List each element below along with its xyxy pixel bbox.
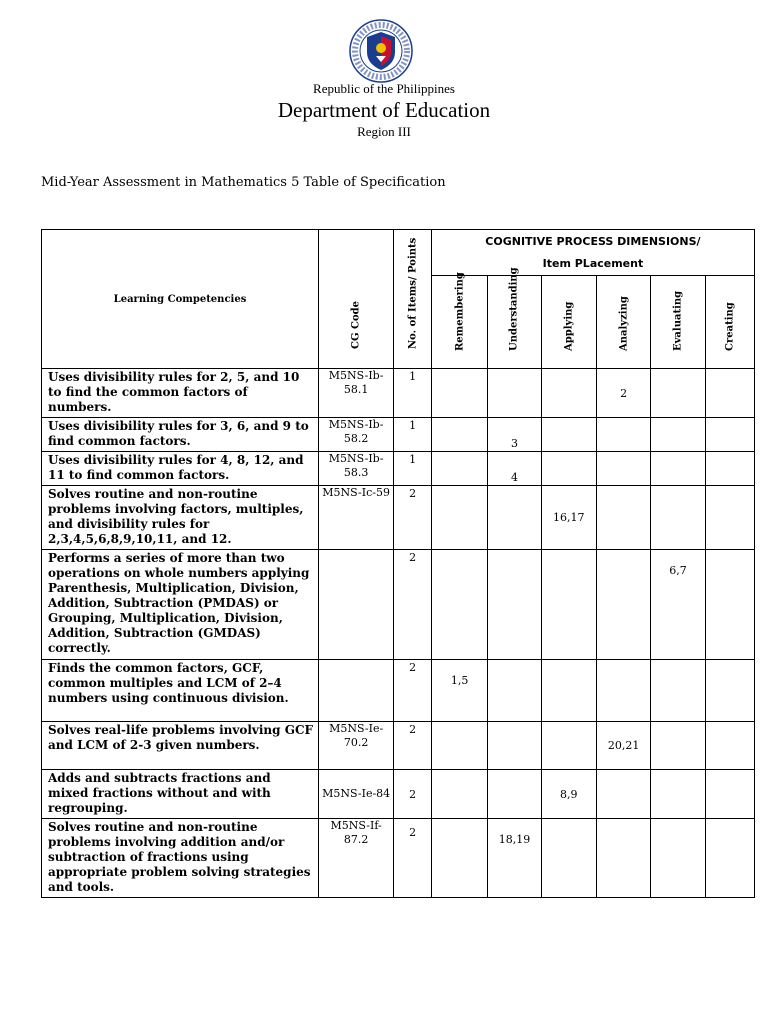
- remembering-cell: [431, 819, 487, 898]
- table-row: [42, 722, 755, 770]
- header-applying-label: Applying: [563, 301, 575, 351]
- analyzing-cell: [597, 550, 651, 660]
- creating-cell: [705, 369, 754, 418]
- points-cell: 1: [394, 452, 432, 486]
- header-cg-code: [319, 230, 394, 369]
- header-remembering: [431, 272, 487, 369]
- applying-cell: [541, 819, 596, 898]
- applying-cell: [541, 660, 596, 722]
- evaluating-cell: [651, 452, 705, 486]
- header-creating: [705, 276, 754, 369]
- header-cpd-line1: COGNITIVE PROCESS DIMENSIONS/: [485, 234, 701, 248]
- creating-cell: [705, 722, 754, 770]
- understanding-cell: [488, 722, 541, 770]
- understanding-cell: [488, 660, 541, 722]
- remembering-cell: [431, 550, 487, 660]
- cg-code-cell: [319, 550, 394, 660]
- header-items-points-label: No. of Items/ Points: [407, 237, 419, 349]
- cg-code-cell: M5NS-Ie-84: [319, 770, 394, 819]
- table-row: [42, 369, 755, 418]
- header-items-points: [394, 230, 432, 369]
- points-cell: 2: [394, 486, 432, 550]
- understanding-cell: 4: [488, 452, 541, 486]
- analyzing-cell: 2: [597, 369, 651, 418]
- applying-cell: [541, 550, 596, 660]
- header-analyzing: [597, 276, 651, 369]
- cg-code-cell: M5NS-Ib-58.3: [319, 452, 394, 486]
- cg-code-cell: M5NS-If-87.2: [319, 819, 394, 898]
- remembering-cell: [431, 452, 487, 486]
- cg-code-cell: [319, 660, 394, 722]
- header-creating-label: Creating: [724, 302, 736, 351]
- points-cell: 1: [394, 418, 432, 452]
- header-evaluating: [651, 276, 705, 369]
- header-understanding: [488, 267, 541, 369]
- evaluating-cell: [651, 486, 705, 550]
- competency-cell: Performs a series of more than two operations on whole numbers applying Parenthesis, Multiplication, Division, Addition, Subtraction (PMDAS) or Grouping, Multiplication, Division, Addition, Subtraction (GMDAS) correctly.: [42, 550, 319, 660]
- department-title: Department of Education: [277, 98, 491, 122]
- competency-cell: Solves routine and non-routine problems involving factors, multiples, and divisibility rules for 2,3,4,5,6,8,9,10,11, and 12.: [42, 486, 319, 550]
- table-row: [42, 418, 755, 452]
- evaluating-cell: [651, 369, 705, 418]
- applying-cell: 8,9: [541, 770, 596, 819]
- points-cell: 2: [394, 770, 432, 819]
- points-cell: 2: [394, 819, 432, 898]
- document-title: Mid-Year Assessment in Mathematics 5 Table of Specification: [41, 175, 446, 190]
- competency-cell: Solves routine and non-routine problems involving addition and/or subtraction of fractions using appropriate problem solving strategies and tools.: [42, 819, 319, 898]
- remembering-cell: [431, 418, 487, 452]
- table-row: [42, 550, 755, 660]
- region-label: Region III: [357, 124, 411, 139]
- header-evaluating-label: Evaluating: [672, 290, 684, 351]
- competency-cell: Uses divisibility rules for 4, 8, 12, and 11 to find common factors.: [42, 452, 319, 486]
- cg-code-cell: M5NS-Ic-59: [319, 486, 394, 550]
- header-analyzing-label: Analyzing: [618, 296, 630, 351]
- applying-cell: [541, 452, 596, 486]
- understanding-cell: [488, 486, 541, 550]
- table-row: [42, 819, 755, 898]
- deped-seal-logo: [345, 18, 417, 84]
- creating-cell: [705, 550, 754, 660]
- table-row: [42, 660, 755, 722]
- understanding-cell: [488, 550, 541, 660]
- republic-label: Republic of the Philippines: [313, 81, 455, 96]
- analyzing-cell: [597, 452, 651, 486]
- remembering-cell: [431, 722, 487, 770]
- analyzing-cell: 20,21: [597, 722, 651, 770]
- evaluating-cell: [651, 418, 705, 452]
- header-cg-code-label: CG Code: [350, 301, 362, 349]
- points-cell: 2: [394, 660, 432, 722]
- evaluating-cell: [651, 770, 705, 819]
- remembering-cell: [431, 486, 487, 550]
- competency-cell: Finds the common factors, GCF, common multiples and LCM of 2–4 numbers using continuous division.: [42, 660, 319, 722]
- evaluating-cell: [651, 819, 705, 898]
- points-cell: 2: [394, 722, 432, 770]
- points-cell: 1: [394, 369, 432, 418]
- header-cpd-line2: Item PLacement: [542, 256, 644, 270]
- competency-cell: Solves real-life problems involving GCF and LCM of 2-3 given numbers.: [42, 722, 319, 770]
- points-cell: 2: [394, 550, 432, 660]
- applying-cell: 16,17: [541, 486, 596, 550]
- header-cognitive-dimensions: [431, 230, 754, 276]
- header-remembering-label: Remembering: [454, 272, 466, 351]
- competency-cell: Adds and subtracts fractions and mixed fractions without and with regrouping.: [42, 770, 319, 819]
- understanding-cell: 3: [488, 418, 541, 452]
- analyzing-cell: [597, 819, 651, 898]
- table-row: [42, 452, 755, 486]
- cg-code-cell: M5NS-Ib-58.2: [319, 418, 394, 452]
- remembering-cell: [431, 770, 487, 819]
- creating-cell: [705, 770, 754, 819]
- creating-cell: [705, 418, 754, 452]
- understanding-cell: [488, 369, 541, 418]
- understanding-cell: [488, 770, 541, 819]
- applying-cell: [541, 418, 596, 452]
- understanding-cell: 18,19: [488, 819, 541, 898]
- remembering-cell: 1,5: [431, 660, 487, 722]
- table-of-specification: [41, 229, 755, 898]
- table-row: [42, 770, 755, 819]
- analyzing-cell: [597, 486, 651, 550]
- header-understanding-label: Understanding: [508, 267, 520, 351]
- header-applying: [541, 276, 596, 369]
- applying-cell: [541, 369, 596, 418]
- cg-code-cell: M5NS-Ie-70.2: [319, 722, 394, 770]
- creating-cell: [705, 660, 754, 722]
- evaluating-cell: [651, 660, 705, 722]
- analyzing-cell: [597, 418, 651, 452]
- table-row: [42, 486, 755, 550]
- competency-cell: Uses divisibility rules for 2, 5, and 10 to find the common factors of numbers.: [42, 369, 319, 418]
- competency-cell: Uses divisibility rules for 3, 6, and 9 to find common factors.: [42, 418, 319, 452]
- analyzing-cell: [597, 770, 651, 819]
- remembering-cell: [431, 369, 487, 418]
- creating-cell: [705, 819, 754, 898]
- evaluating-cell: 6,7: [651, 550, 705, 660]
- analyzing-cell: [597, 660, 651, 722]
- header-learning-competencies: Learning Competencies: [42, 230, 319, 369]
- creating-cell: [705, 452, 754, 486]
- creating-cell: [705, 486, 754, 550]
- cg-code-cell: M5NS-Ib-58.1: [319, 369, 394, 418]
- applying-cell: [541, 722, 596, 770]
- evaluating-cell: [651, 722, 705, 770]
